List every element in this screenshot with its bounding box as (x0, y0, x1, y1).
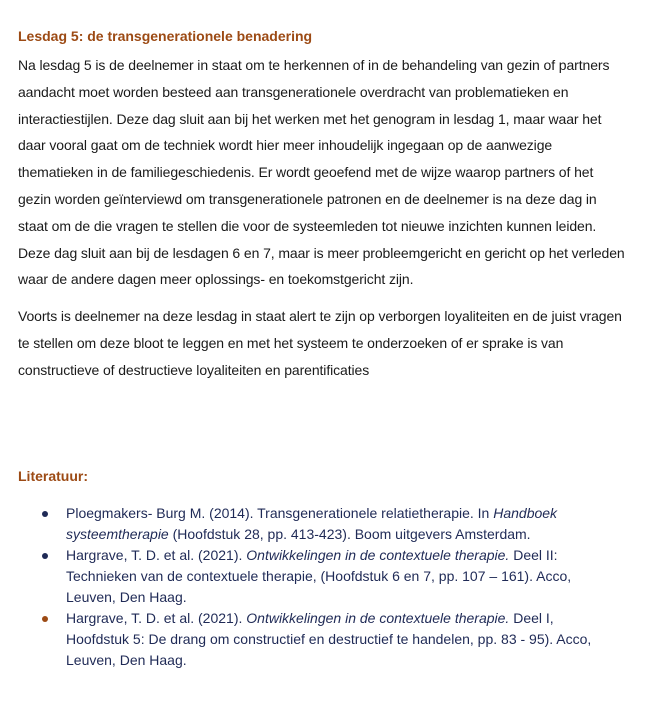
reference-item (18, 545, 618, 608)
reference-text: Hargrave, T. D. et al. (2021). (66, 610, 247, 626)
bullet-icon (42, 553, 48, 559)
lesson-paragraph-1: Na lesdag 5 is de deelnemer in staat om te herkennen of in de behandeling van gezin of partners aandacht moet worden besteed aan transgenerationele overdracht van problematieken en interactiestijlen. Deze dag sluit aan bij het werken met het genogram in lesdag 1, maar waar het daar vooral gaat om de techniek wordt hier meer inhoudelijk ingegaan op de aanwezige thematieken in de familiegeschiedenis. Er wordt geoefend met de wijze waarop partners of het gezin worden geïnterviewd om transgenerationele patronen en de deelnemer is na deze dag in staat om de die vragen te stellen die voor de systeemleden tot nieuwe inzichten kunnen leiden. Deze dag sluit aan bij de lesdagen 6 en 7, maar is meer probleemgericht en gericht op het verleden waar de andere dagen meer oplossings- en toekomstgericht zijn. (18, 57, 625, 288)
bullet-icon (42, 616, 48, 622)
reference-italic-title: Ontwikkelingen in de contextuele therapie. (246, 610, 510, 626)
reference-list (18, 503, 618, 671)
section-title: Lesdag 5: de transgenerationele benadering (18, 28, 313, 44)
reference-text: Deel I, Hoofdstuk 5: De drang om constructief en destructief te handelen, pp. 83 - 95). Acco, Leuven, Den Haag. (66, 610, 592, 668)
reference-text: Deel II: Technieken van de contextuele therapie, (Hoofdstuk 6 en 7, pp. 107 – 161). Acco, Leuven, Den Haag. (66, 547, 572, 605)
literature-title: Literatuur: (18, 468, 88, 484)
lesson-paragraph-2: Voorts is deelnemer na deze lesdag in staat alert te zijn op verborgen loyaliteiten en de juist vragen te stellen om deze bloot te leggen en met het systeem te onderzoeken of er sprake is van constructieve of destructieve loyaliteiten en parentificaties (18, 308, 622, 378)
reference-item (18, 503, 618, 545)
bullet-icon (42, 511, 48, 517)
lesson-section (18, 26, 628, 394)
reference-text: Ploegmakers- Burg M. (2014). Transgenerationele relatietherapie. In (66, 505, 494, 521)
reference-italic-title: Ontwikkelingen in de contextuele therapie. (246, 547, 510, 563)
reference-item (18, 608, 618, 671)
reference-text: Hargrave, T. D. et al. (2021). (66, 547, 247, 563)
reference-italic-title: Handboek systeemtherapie (66, 505, 558, 542)
reference-text: (Hoofdstuk 28, pp. 413-423). Boom uitgevers Amsterdam. (168, 526, 531, 542)
